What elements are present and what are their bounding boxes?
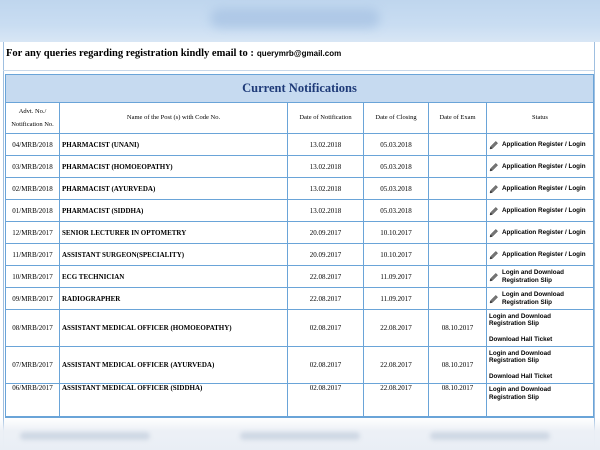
closing-date-cell: 22.08.2017 [364,384,429,417]
exam-date-cell: 08.10.2017 [429,384,487,417]
footer-blur [430,432,550,440]
closing-date-cell: 10.10.2017 [364,244,429,266]
post-name-cell: PHARMACIST (HOMOEOPATHY) [60,156,288,178]
status-cell [487,384,593,417]
exam-date-cell [429,288,487,310]
status-cell [487,200,593,222]
left-border [3,42,4,450]
post-name-cell: ASSISTANT MEDICAL OFFICER (HOMOEOPATHY) [60,310,288,347]
query-text: For any queries regarding registration kindly email to : [6,48,254,59]
header-advt-no [6,103,60,134]
status-line1: Login and Download [489,349,551,357]
post-name-cell: ASSISTANT SURGEON(SPECIALITY) [60,244,288,266]
status-links [489,313,591,344]
login-download-slip-link[interactable] [489,350,551,365]
notification-date-cell: 13.02.2018 [288,200,364,222]
pencil-icon [489,250,499,260]
table-row [6,244,593,266]
advt-no-cell: 08/MRB/2017 [6,310,60,347]
status-link-label [502,291,564,307]
closing-date-cell: 22.08.2017 [364,310,429,347]
table-row [6,222,593,244]
table-row [6,347,593,384]
table-row [6,178,593,200]
application-register-login-link[interactable] [489,250,591,260]
login-download-slip-link[interactable] [489,313,551,328]
status-cell [487,266,593,288]
advt-no-cell: 01/MRB/2018 [6,200,60,222]
post-name-cell: ECG TECHNICIAN [60,266,288,288]
status-links [489,350,591,381]
notification-date-cell: 13.02.2018 [288,178,364,200]
post-name-cell: RADIOGRAPHER [60,288,288,310]
site-header-banner [0,0,600,42]
pencil-icon [489,206,499,216]
closing-date-cell: 10.10.2017 [364,222,429,244]
notification-date-cell: 02.08.2017 [288,384,364,417]
status-link-label [502,269,564,285]
status-line1: Login and Download [502,268,564,276]
post-name-cell: ASSISTANT MEDICAL OFFICER (AYURVEDA) [60,347,288,384]
closing-date-cell: 05.03.2018 [364,156,429,178]
status-line1: Login and Download [489,386,551,393]
status-line2: Registration Slip [502,298,553,306]
status-line1: Login and Download [502,290,564,298]
table-row [6,156,593,178]
table-caption: Current Notifications [6,75,593,103]
exam-date-cell [429,244,487,266]
status-cell [487,222,593,244]
status-cell [487,288,593,310]
exam-date-cell [429,222,487,244]
closing-date-cell: 22.08.2017 [364,347,429,384]
table-row [6,266,593,288]
pencil-icon [489,228,499,238]
notifications-table [5,74,594,418]
exam-date-cell [429,178,487,200]
header-title-blurred [210,8,380,28]
status-cell [487,310,593,347]
query-email-link[interactable]: querymrb@gmail.com [256,49,342,58]
status-cell [487,178,593,200]
query-contact-line [6,48,341,64]
pencil-icon [489,184,499,194]
exam-date-cell: 08.10.2017 [429,347,487,384]
header-closing-date: Date of Closing [364,103,429,134]
notification-date-cell: 13.02.2018 [288,156,364,178]
status-cell [487,244,593,266]
divider [3,70,594,71]
status-line1: Login and Download [489,312,551,320]
status-cell [487,134,593,156]
status-links [489,386,591,401]
status-link-label: Application Register / Login [502,228,586,236]
status-cell [487,347,593,384]
closing-date-cell: 11.09.2017 [364,266,429,288]
table-row [6,384,593,417]
table-row [6,310,593,347]
closing-date-cell: 05.03.2018 [364,200,429,222]
advt-no-cell: 03/MRB/2018 [6,156,60,178]
post-name-cell: PHARMACIST (UNANI) [60,134,288,156]
table-caption-row [6,75,593,103]
status-line2: Registration Slip [489,320,540,328]
login-download-slip-link[interactable] [489,386,551,401]
notification-date-cell: 02.08.2017 [288,310,364,347]
pencil-icon [489,294,499,304]
application-register-login-link[interactable] [489,162,591,172]
table-row [6,288,593,310]
notification-date-cell: 02.08.2017 [288,347,364,384]
advt-no-cell: 06/MRB/2017 [6,384,60,417]
notification-date-cell: 22.08.2017 [288,288,364,310]
post-name-cell: ASSISTANT MEDICAL OFFICER (SIDDHA) [60,384,288,417]
post-name-cell: PHARMACIST (AYURVEDA) [60,178,288,200]
application-register-login-link[interactable] [489,228,591,238]
status-line2: Registration Slip [489,357,540,365]
notification-date-cell: 20.09.2017 [288,222,364,244]
right-border [594,42,595,450]
status-link-label: Application Register / Login [502,250,586,258]
status-line2: Registration Slip [489,393,540,401]
post-name-cell: SENIOR LECTURER IN OPTOMETRY [60,222,288,244]
notification-date-cell: 20.09.2017 [288,244,364,266]
download-hall-ticket-link[interactable]: Download Hall Ticket [489,335,553,343]
exam-date-cell [429,156,487,178]
header-notification-date: Date of Notification [288,103,364,134]
pencil-icon [489,272,499,282]
pencil-icon [489,162,499,172]
closing-date-cell: 05.03.2018 [364,178,429,200]
advt-no-cell: 10/MRB/2017 [6,266,60,288]
application-register-login-link[interactable] [489,140,591,150]
exam-date-cell [429,266,487,288]
header-exam-date: Date of Exam [429,103,487,134]
status-link-label: Application Register / Login [502,140,586,148]
header-advt-line2: Notification No. [11,121,54,128]
table-row [6,134,593,156]
login-download-slip-link[interactable] [489,291,591,307]
exam-date-cell [429,200,487,222]
footer-blur [20,432,150,440]
download-hall-ticket-link[interactable]: Download Hall Ticket [489,372,553,380]
status-link-label: Application Register / Login [502,162,586,170]
header-advt-line1: Advt. No./ [18,108,47,115]
advt-no-cell: 11/MRB/2017 [6,244,60,266]
exam-date-cell: 08.10.2017 [429,310,487,347]
header-post: Name of the Post (s) with Code No. [60,103,288,134]
application-register-login-link[interactable] [489,206,591,216]
exam-date-cell [429,134,487,156]
header-status: Status [487,103,593,134]
table-header-row [6,103,593,134]
status-link-label: Application Register / Login [502,206,586,214]
advt-no-cell: 07/MRB/2017 [6,347,60,384]
advt-no-cell: 04/MRB/2018 [6,134,60,156]
status-cell [487,156,593,178]
status-line2: Registration Slip [502,276,553,284]
advt-no-cell: 12/MRB/2017 [6,222,60,244]
blurred-footer [0,418,600,450]
notification-date-cell: 22.08.2017 [288,266,364,288]
notification-date-cell: 13.02.2018 [288,134,364,156]
footer-blur [240,432,360,440]
advt-no-cell: 09/MRB/2017 [6,288,60,310]
closing-date-cell: 11.09.2017 [364,288,429,310]
closing-date-cell: 05.03.2018 [364,134,429,156]
table-row [6,200,593,222]
advt-no-cell: 02/MRB/2018 [6,178,60,200]
application-register-login-link[interactable] [489,184,591,194]
pencil-icon [489,140,499,150]
login-download-slip-link[interactable] [489,269,591,285]
status-link-label: Application Register / Login [502,184,586,192]
post-name-cell: PHARMACIST (SIDDHA) [60,200,288,222]
